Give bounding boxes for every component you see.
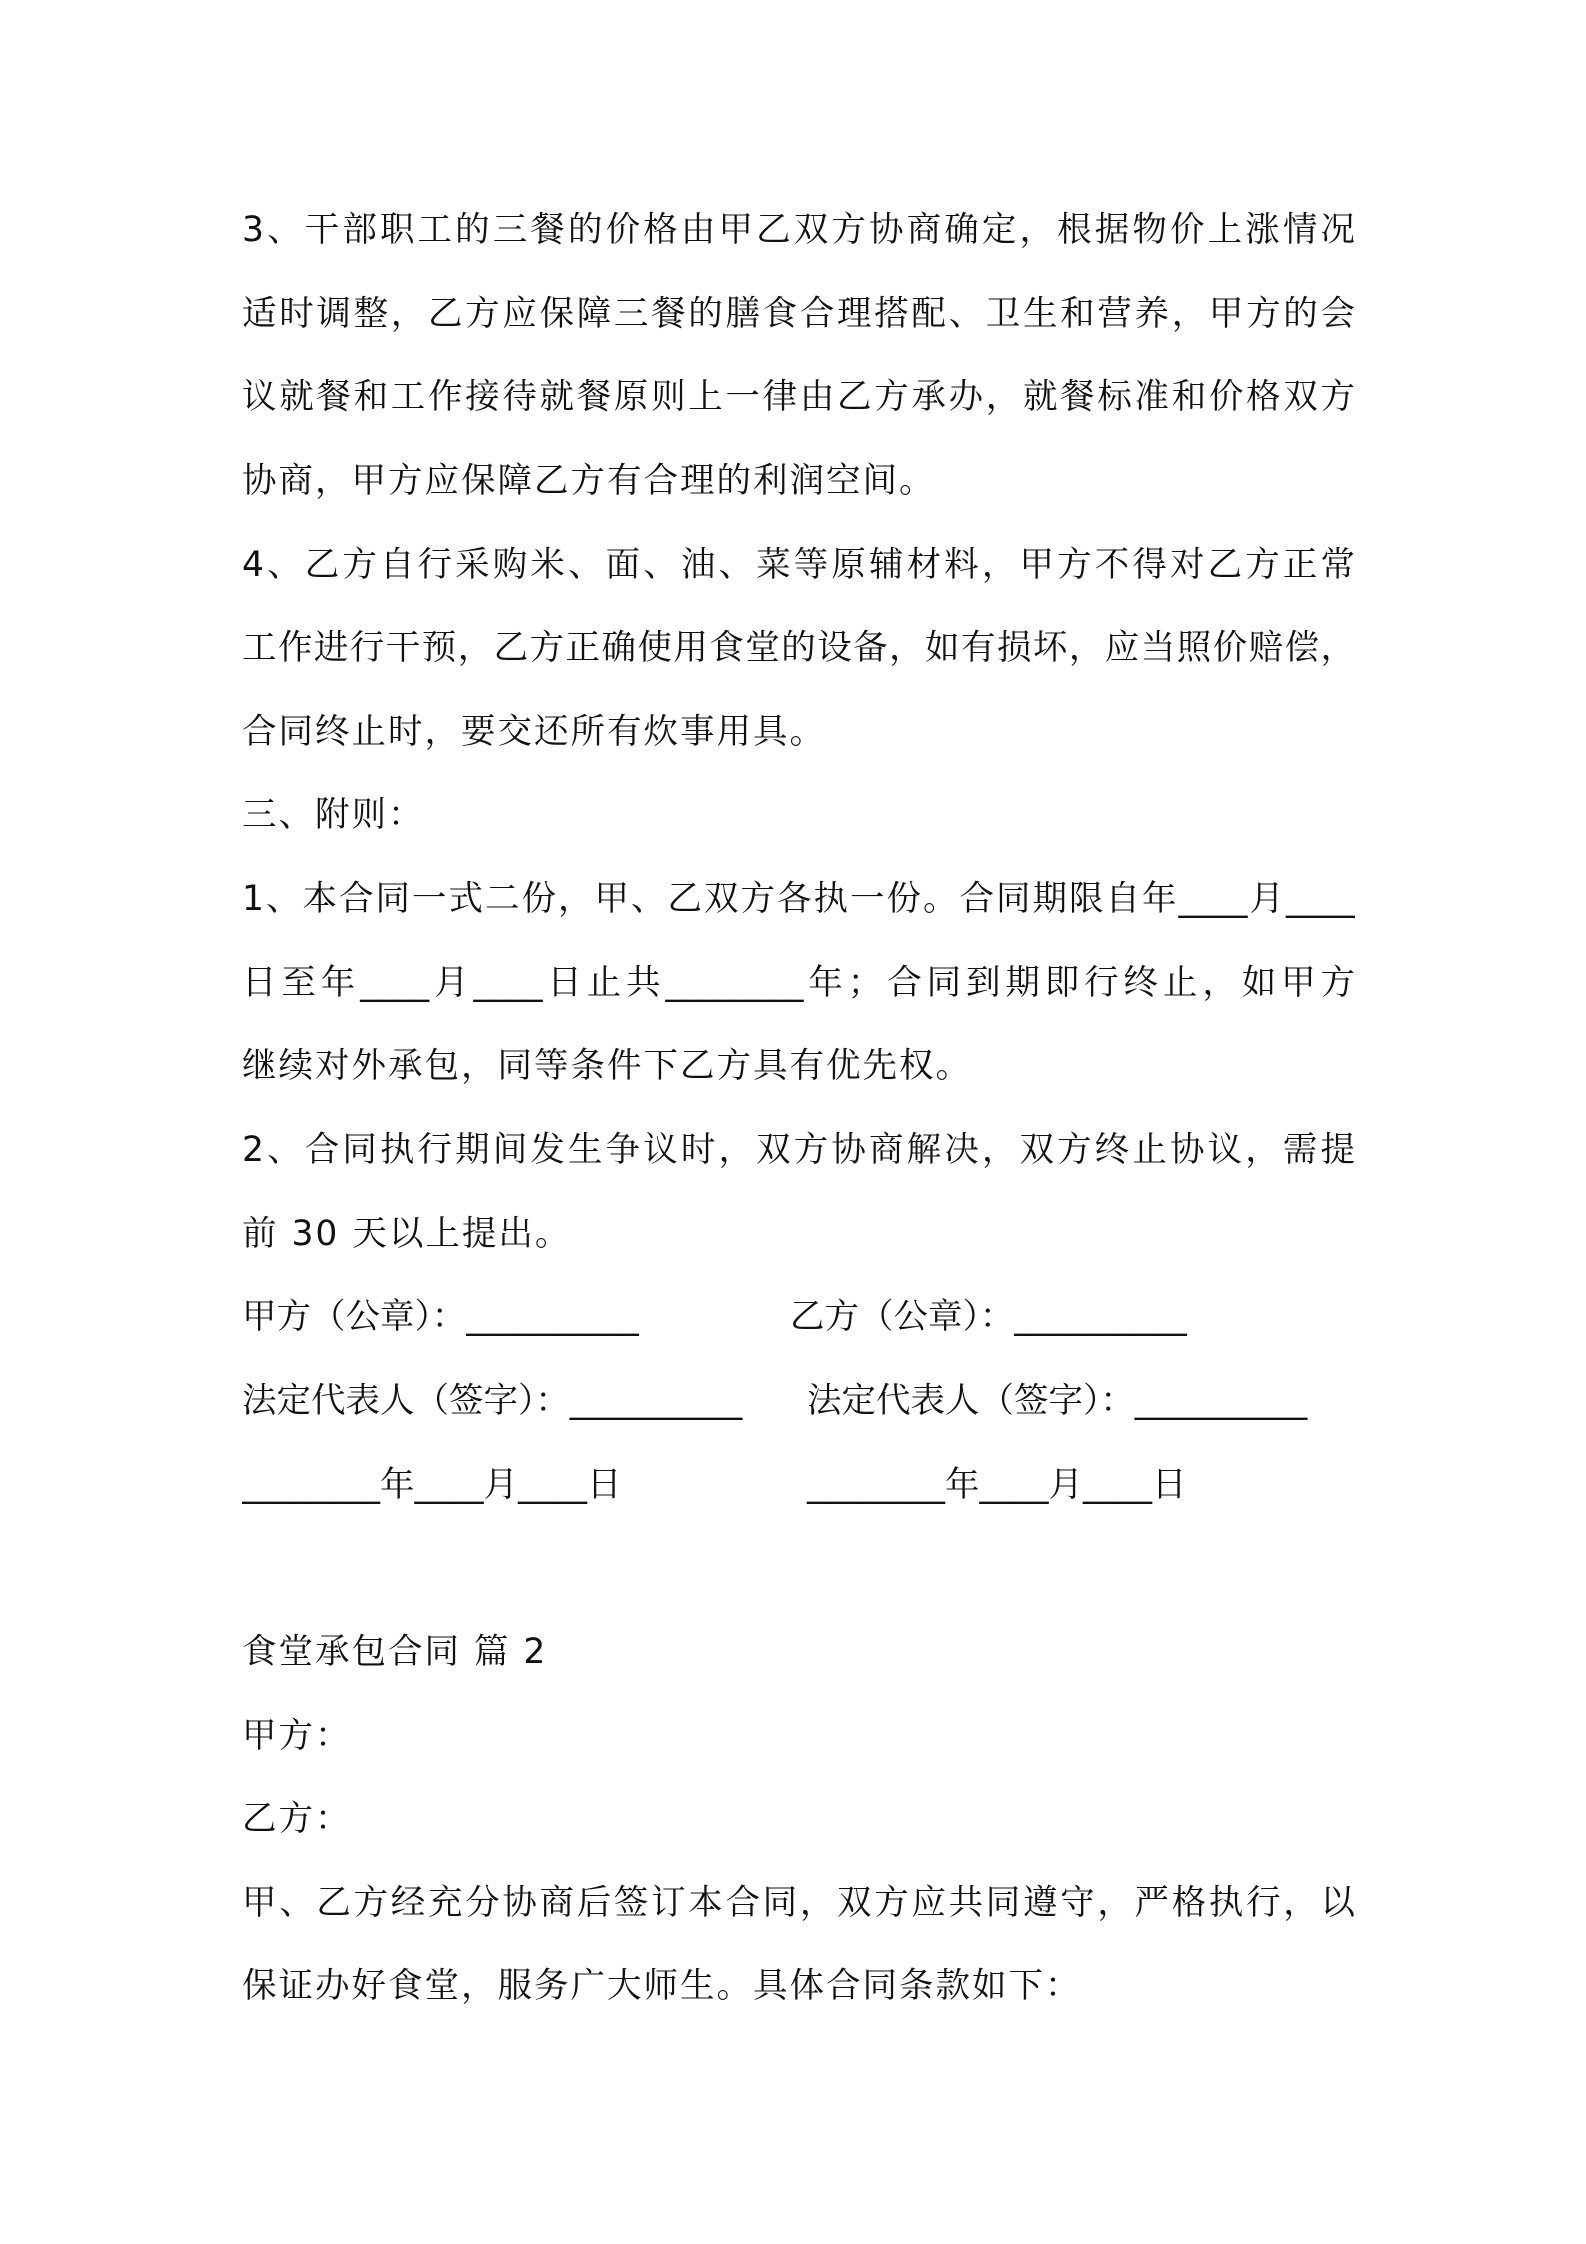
article-1-line: 继续对外承包，同等条件下乙方具有优先权。 — [242, 1046, 972, 1087]
section-heading: 三、附则： — [242, 795, 425, 836]
article-2-line: 2、合同执行期间发生争议时，双方协商解决，双方终止协议，需提 — [242, 1130, 1355, 1171]
blank-line — [242, 1527, 1355, 1611]
clause-4-line: 合同终止时，要交还所有炊事用具。 — [242, 711, 826, 752]
contract-2-party-a: 甲方： — [242, 1715, 352, 1756]
contract-2-preamble-line: 保证办好食堂，服务广大师生。具体合同条款如下： — [242, 1966, 1082, 2007]
clause-3-line: 协商，甲方应保障乙方有合理的利润空间。 — [242, 460, 936, 501]
party-b-representative-field: 法定代表人（签字）：__________ — [807, 1380, 1308, 1421]
article-1-line: 1、本合同一式二份，甲、乙双方各执一份。合同期限自年____月____ — [242, 879, 1355, 920]
clause-3-line: 适时调整，乙方应保障三餐的膳食合理搭配、卫生和营养，甲方的会 — [242, 293, 1355, 334]
contract-2-party-b: 乙方： — [242, 1799, 352, 1840]
party-b-date-field: ________年____月____日 — [807, 1464, 1187, 1505]
article-1-line: 日至年____月____日止共________年；合同到期即行终止，如甲方 — [242, 962, 1355, 1003]
party-a-representative-field: 法定代表人（签字）：__________ — [242, 1380, 743, 1421]
signature-row-seal — [242, 1276, 1355, 1360]
clause-4-line: 4、乙方自行采购米、面、油、菜等原辅材料，甲方不得对乙方正常 — [242, 544, 1355, 585]
party-a-seal-field: 甲方（公章）：__________ — [242, 1297, 639, 1338]
clause-4-line: 工作进行干预，乙方正确使用食堂的设备，如有损坏，应当照价赔偿， — [242, 628, 1355, 669]
clause-3-line: 3、干部职工的三餐的价格由甲乙双方协商确定，根据物价上涨情况 — [242, 210, 1355, 250]
party-b-seal-field: 乙方（公章）：__________ — [790, 1297, 1187, 1338]
signature-row-date — [242, 1444, 1355, 1528]
signature-row-representative — [242, 1360, 1355, 1444]
contract-2-preamble-line: 甲、乙方经充分协商后签订本合同，双方应共同遵守，严格执行，以 — [242, 1882, 1355, 1923]
party-a-date-field: ________年____月____日 — [242, 1464, 622, 1505]
clause-3-line: 议就餐和工作接待就餐原则上一律由乙方承办，就餐标准和价格双方 — [242, 377, 1355, 418]
article-2-line: 前 30 天以上提出。 — [242, 1213, 572, 1254]
contract-2-title: 食堂承包合同 篇 2 — [242, 1631, 548, 1672]
document-body — [242, 189, 1355, 2029]
